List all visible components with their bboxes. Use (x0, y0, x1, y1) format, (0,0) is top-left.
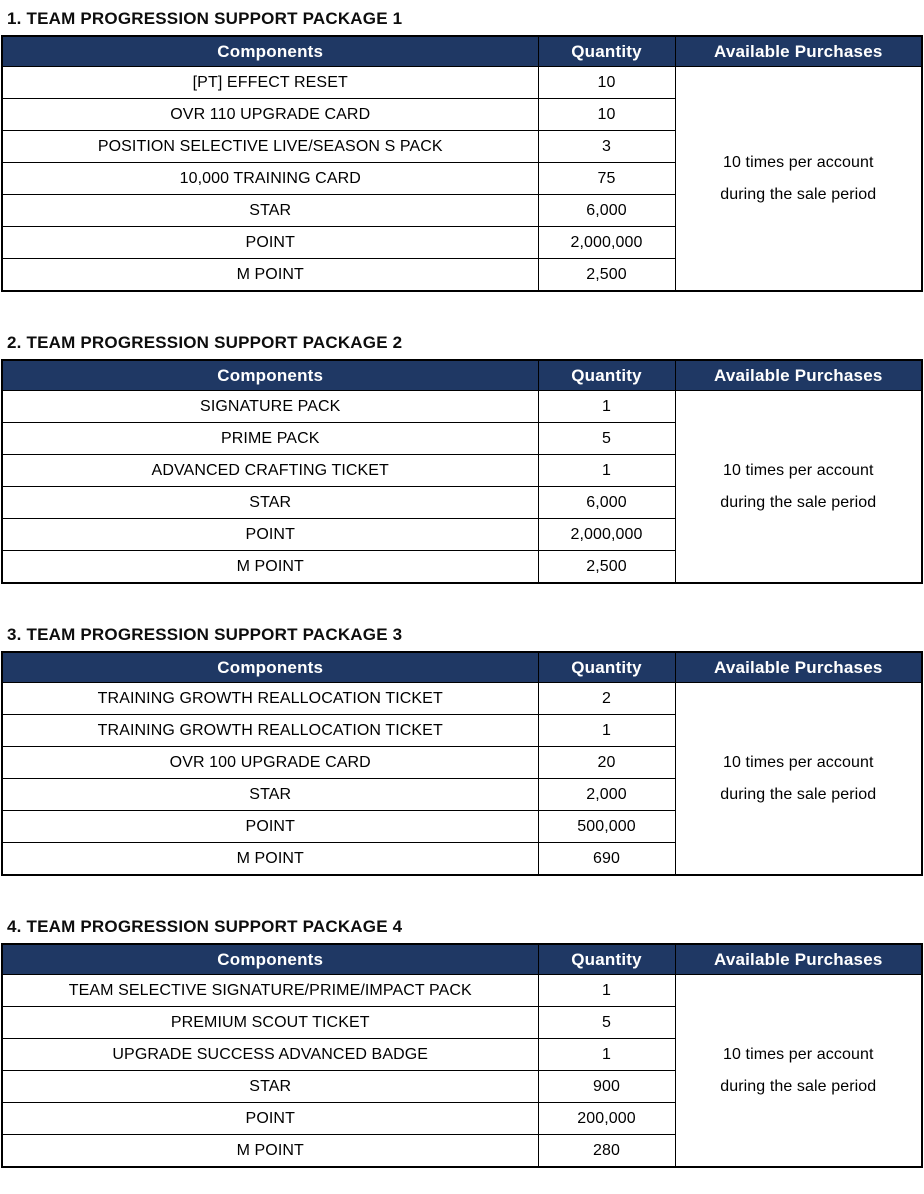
available-note-line1: 10 times per account (722, 153, 874, 171)
available-note-line1: 10 times per account (722, 461, 874, 479)
package-3-table (1, 651, 923, 876)
component-cell: TRAINING GROWTH REALLOCATION TICKET (2, 683, 538, 715)
available-note-line2: during the sale period (720, 1077, 877, 1095)
component-cell: 10,000 TRAINING CARD (2, 163, 538, 195)
component-cell: STAR (2, 1071, 538, 1103)
quantity-cell: 1 (538, 391, 675, 423)
header-row (2, 652, 922, 683)
component-cell: M POINT (2, 259, 538, 292)
package-2-title: 2. TEAM PROGRESSION SUPPORT PACKAGE 2 (7, 333, 403, 352)
available-purchases-header: Available Purchases (675, 36, 922, 67)
package-1-title: 1. TEAM PROGRESSION SUPPORT PACKAGE 1 (7, 9, 403, 28)
component-cell: STAR (2, 195, 538, 227)
package-1-table (1, 35, 923, 292)
available-purchases-cell (675, 67, 922, 292)
component-cell: POINT (2, 811, 538, 843)
available-note-line2: during the sale period (720, 785, 877, 803)
quantity-cell: 690 (538, 843, 675, 876)
component-cell: M POINT (2, 1135, 538, 1168)
header-row (2, 360, 922, 391)
quantity-cell: 75 (538, 163, 675, 195)
quantity-cell: 2,000 (538, 779, 675, 811)
table-row (2, 67, 922, 99)
available-note-line2: during the sale period (720, 493, 877, 511)
quantity-cell: 2 (538, 683, 675, 715)
component-cell: TRAINING GROWTH REALLOCATION TICKET (2, 715, 538, 747)
quantity-cell: 1 (538, 715, 675, 747)
component-cell: POINT (2, 227, 538, 259)
component-cell: SIGNATURE PACK (2, 391, 538, 423)
package-1-section (1, 10, 922, 292)
package-3-section (1, 626, 922, 876)
quantity-cell: 5 (538, 1007, 675, 1039)
package-4-table (1, 943, 923, 1168)
quantity-cell: 6,000 (538, 487, 675, 519)
quantity-cell: 10 (538, 67, 675, 99)
header-row (2, 944, 922, 975)
component-cell: OVR 110 UPGRADE CARD (2, 99, 538, 131)
quantity-cell: 1 (538, 1039, 675, 1071)
quantity-header: Quantity (538, 360, 675, 391)
quantity-header: Quantity (538, 944, 675, 975)
quantity-cell: 2,500 (538, 259, 675, 292)
available-note-line1: 10 times per account (722, 1045, 874, 1063)
component-cell: M POINT (2, 843, 538, 876)
component-cell: [PT] EFFECT RESET (2, 67, 538, 99)
available-purchases-header: Available Purchases (675, 944, 922, 975)
components-header: Components (2, 944, 538, 975)
table-row (2, 975, 922, 1007)
quantity-cell: 3 (538, 131, 675, 163)
quantity-cell: 1 (538, 455, 675, 487)
quantity-cell: 500,000 (538, 811, 675, 843)
component-cell: POINT (2, 1103, 538, 1135)
component-cell: STAR (2, 487, 538, 519)
header-row (2, 36, 922, 67)
component-cell: POINT (2, 519, 538, 551)
quantity-cell: 5 (538, 423, 675, 455)
quantity-header: Quantity (538, 652, 675, 683)
quantity-header: Quantity (538, 36, 675, 67)
quantity-cell: 10 (538, 99, 675, 131)
available-purchases-header: Available Purchases (675, 360, 922, 391)
package-3-title: 3. TEAM PROGRESSION SUPPORT PACKAGE 3 (7, 625, 403, 644)
quantity-cell: 200,000 (538, 1103, 675, 1135)
available-purchases-header: Available Purchases (675, 652, 922, 683)
package-4-section (1, 918, 922, 1168)
quantity-cell: 20 (538, 747, 675, 779)
component-cell: ADVANCED CRAFTING TICKET (2, 455, 538, 487)
component-cell: PRIME PACK (2, 423, 538, 455)
quantity-cell: 1 (538, 975, 675, 1007)
quantity-cell: 2,000,000 (538, 519, 675, 551)
available-purchases-cell (675, 975, 922, 1168)
table-row (2, 683, 922, 715)
quantity-cell: 280 (538, 1135, 675, 1168)
available-note-line2: during the sale period (720, 185, 877, 203)
quantity-cell: 6,000 (538, 195, 675, 227)
package-2-table (1, 359, 923, 584)
component-cell: M POINT (2, 551, 538, 584)
package-4-title: 4. TEAM PROGRESSION SUPPORT PACKAGE 4 (7, 917, 403, 936)
components-header: Components (2, 360, 538, 391)
components-header: Components (2, 652, 538, 683)
component-cell: OVR 100 UPGRADE CARD (2, 747, 538, 779)
quantity-cell: 2,500 (538, 551, 675, 584)
component-cell: TEAM SELECTIVE SIGNATURE/PRIME/IMPACT PACK (2, 975, 538, 1007)
quantity-cell: 900 (538, 1071, 675, 1103)
quantity-cell: 2,000,000 (538, 227, 675, 259)
table-row (2, 391, 922, 423)
component-cell: PREMIUM SCOUT TICKET (2, 1007, 538, 1039)
available-purchases-cell (675, 391, 922, 584)
available-note-line1: 10 times per account (722, 753, 874, 771)
component-cell: STAR (2, 779, 538, 811)
package-2-section (1, 334, 922, 584)
components-header: Components (2, 36, 538, 67)
available-purchases-cell (675, 683, 922, 876)
component-cell: POSITION SELECTIVE LIVE/SEASON S PACK (2, 131, 538, 163)
component-cell: UPGRADE SUCCESS ADVANCED BADGE (2, 1039, 538, 1071)
